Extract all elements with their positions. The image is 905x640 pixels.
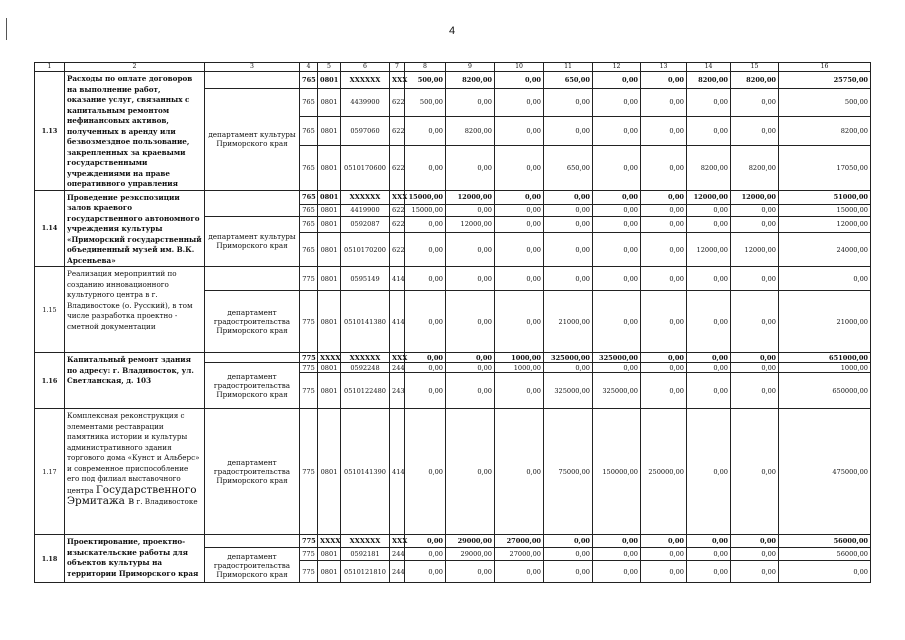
table-cell: 0,00 [405, 363, 446, 373]
table-cell: 0801 [318, 267, 341, 291]
table-cell: 0,00 [495, 89, 544, 117]
item-number: 1.15 [35, 267, 65, 353]
table-cell: 0,00 [495, 373, 544, 409]
table-cell: 0,00 [405, 267, 446, 291]
table-cell: 0,00 [544, 204, 593, 216]
table-cell: 0,00 [687, 204, 731, 216]
table-cell: 765 [300, 145, 318, 190]
table-cell: 0801 [318, 548, 341, 561]
table-cell: 0,00 [641, 216, 687, 233]
table-cell: 0,00 [687, 116, 731, 145]
table-cell: 414 [390, 291, 405, 353]
table-cell: 0,00 [641, 204, 687, 216]
table-cell: 0,00 [593, 216, 641, 233]
table-cell: 775 [300, 363, 318, 373]
table-cell: 8200,00 [731, 145, 779, 190]
table-cell: 0801 [318, 409, 341, 535]
table-cell: 775 [300, 291, 318, 353]
table-cell: 0,00 [641, 548, 687, 561]
table-cell: 325000,00 [544, 353, 593, 363]
table-cell: 0801 [318, 561, 341, 583]
table-cell: 0,00 [495, 116, 544, 145]
table-cell: 0,00 [687, 373, 731, 409]
table-cell: 0,00 [593, 535, 641, 548]
table-cell: 0,00 [641, 373, 687, 409]
header-cell: 12 [593, 63, 641, 72]
department-empty [205, 190, 300, 216]
table-cell: 0510170200 [341, 233, 390, 267]
table-cell: 325000,00 [593, 353, 641, 363]
table-cell: 8200,00 [446, 72, 495, 89]
table-cell: 56000,00 [779, 535, 871, 548]
table-cell: 0,00 [544, 363, 593, 373]
table-cell: 12000,00 [779, 216, 871, 233]
table-cell: 775 [300, 561, 318, 583]
table-cell: XXXXXX [341, 535, 390, 548]
table-cell: 0,00 [593, 291, 641, 353]
table-cell: 244 [390, 548, 405, 561]
table-cell: 775 [300, 267, 318, 291]
table-cell: 0,00 [593, 233, 641, 267]
table-cell: 0801 [318, 233, 341, 267]
table-cell: 0801 [318, 373, 341, 409]
table-cell: 0,00 [544, 116, 593, 145]
table-cell: 0,00 [731, 363, 779, 373]
table-cell: 622 [390, 145, 405, 190]
page-number: 4 [449, 25, 456, 37]
table-cell: 0,00 [731, 216, 779, 233]
table-cell: 775 [300, 353, 318, 363]
table-cell: 0,00 [544, 535, 593, 548]
table-cell: 775 [300, 373, 318, 409]
table-cell: 0510141380 [341, 291, 390, 353]
table-cell: 250000,00 [641, 409, 687, 535]
table-cell: 150000,00 [593, 409, 641, 535]
department: департамент градостроительства Приморского края [205, 363, 300, 409]
table-cell: 765 [300, 89, 318, 117]
department: департамент градостроительства Приморского края [205, 548, 300, 583]
table-cell: 500,00 [405, 89, 446, 117]
table-cell: 0,00 [405, 548, 446, 561]
table-cell: 325000,00 [593, 373, 641, 409]
table-cell: 0510122480 [341, 373, 390, 409]
table-cell: 0,00 [641, 291, 687, 353]
table-cell: 0,00 [593, 548, 641, 561]
table-cell: 0801 [318, 72, 341, 89]
table-cell: 0,00 [495, 409, 544, 535]
table-cell: 0801 [318, 190, 341, 204]
table-cell: 0,00 [495, 190, 544, 204]
table-cell: 0801 [318, 291, 341, 353]
item-description [65, 409, 205, 535]
item-description: Реализация мероприятий по созданию инновационного культурного центра в г. Владивостоке (о. Русский), в том числе разработка проектно - сметной документации [65, 267, 205, 353]
table-cell: 0,00 [405, 116, 446, 145]
header-row [35, 63, 871, 72]
table-cell: 0592248 [341, 363, 390, 373]
budget-table [34, 62, 871, 583]
table-cell: 8200,00 [779, 116, 871, 145]
table-cell: 29000,00 [446, 548, 495, 561]
table-cell: 0,00 [593, 145, 641, 190]
table-cell: 0,00 [687, 535, 731, 548]
table-cell: 0,00 [544, 190, 593, 204]
table-cell: 0,00 [405, 353, 446, 363]
table-cell: 622 [390, 116, 405, 145]
table-cell: 8200,00 [731, 72, 779, 89]
table-cell: 775 [300, 409, 318, 535]
table-cell: XXXXXX [341, 72, 390, 89]
table-cell: 0,00 [593, 267, 641, 291]
header-cell: 3 [205, 63, 300, 72]
description-fragment: Комплексная реконструкция с элементами реставрации памятника истории и культуры административного здания торгового дома «Кунст и Альберс» и современное приспособление его под филиал выставочного центра [67, 411, 200, 495]
item-number: 1.17 [35, 409, 65, 535]
table-cell: 29000,00 [446, 535, 495, 548]
table-cell: 0,00 [446, 373, 495, 409]
table-cell: XXX [390, 72, 405, 89]
table-cell: XXX [390, 535, 405, 548]
table-cell: 243 [390, 373, 405, 409]
header-cell: 13 [641, 63, 687, 72]
table-cell: 0,00 [641, 145, 687, 190]
table-cell: 27000,00 [495, 535, 544, 548]
table-cell: 622 [390, 216, 405, 233]
table-cell: 21000,00 [779, 291, 871, 353]
table-cell: 56000,00 [779, 548, 871, 561]
table-cell: 0,00 [641, 89, 687, 117]
total-row [35, 72, 871, 89]
table-cell: 0,00 [544, 548, 593, 561]
item-description: Проведение реэкспозиции залов краевого государственного автономного учреждения культуры «Приморский государственный объединенный музей им. В.К. Арсеньева» [65, 190, 205, 267]
table-cell: 622 [390, 233, 405, 267]
table-cell: 765 [300, 204, 318, 216]
header-cell: 7 [390, 63, 405, 72]
table-cell: 0,00 [641, 561, 687, 583]
total-row [35, 190, 871, 204]
table-cell: 244 [390, 561, 405, 583]
header-cell: 10 [495, 63, 544, 72]
table-cell: 775 [300, 548, 318, 561]
total-row [35, 535, 871, 548]
table-cell: 0,00 [446, 291, 495, 353]
header-cell: 4 [300, 63, 318, 72]
table-cell: 24000,00 [779, 233, 871, 267]
table-cell: 0,00 [446, 89, 495, 117]
table-cell: 8200,00 [687, 145, 731, 190]
table-cell: XXX [390, 190, 405, 204]
table-cell: 1000,00 [495, 353, 544, 363]
header-cell: 1 [35, 63, 65, 72]
table-cell: 0801 [318, 216, 341, 233]
table-cell: 500,00 [405, 72, 446, 89]
department-empty [205, 267, 300, 291]
table-cell: 0,00 [687, 216, 731, 233]
table-cell: 414 [390, 267, 405, 291]
header-cell: 9 [446, 63, 495, 72]
table-cell: 0,00 [687, 363, 731, 373]
table-cell: 0801 [318, 204, 341, 216]
table-cell: 15000,00 [405, 204, 446, 216]
table-cell: 0,00 [405, 409, 446, 535]
table-cell: 0,00 [593, 116, 641, 145]
table-cell: 0,00 [731, 116, 779, 145]
table-cell: 0,00 [731, 561, 779, 583]
table-cell: 0,00 [446, 409, 495, 535]
table-cell: 15000,00 [779, 204, 871, 216]
table-cell: 12000,00 [446, 216, 495, 233]
table-cell: 244 [390, 363, 405, 373]
table-cell: 0,00 [593, 89, 641, 117]
table-cell: 0510121810 [341, 561, 390, 583]
department: департамент культуры Приморского края [205, 89, 300, 191]
table-cell: 4419900 [341, 204, 390, 216]
table-cell: 0,00 [687, 267, 731, 291]
table-cell: 0592087 [341, 216, 390, 233]
table-cell: 0,00 [544, 216, 593, 233]
table-cell: 0,00 [687, 291, 731, 353]
table-cell: 1000,00 [779, 363, 871, 373]
table-cell: 0,00 [544, 267, 593, 291]
table-cell: 0,00 [495, 267, 544, 291]
table-cell: 650,00 [544, 72, 593, 89]
table-cell: 775 [300, 535, 318, 548]
table-cell: 622 [390, 89, 405, 117]
table-cell: 4439900 [341, 89, 390, 117]
table-cell: 765 [300, 190, 318, 204]
table-cell: 0,00 [446, 353, 495, 363]
table-cell: 0595149 [341, 267, 390, 291]
table-cell: 0801 [318, 363, 341, 373]
total-row [35, 353, 871, 363]
table-cell: 0,00 [779, 267, 871, 291]
table-cell: 765 [300, 233, 318, 267]
table-cell: 0,00 [495, 145, 544, 190]
description-fragment: г. Владивостоке [134, 497, 198, 506]
table-cell: 0,00 [544, 89, 593, 117]
header-cell: 14 [687, 63, 731, 72]
table-cell: 0,00 [446, 204, 495, 216]
table-cell: 0801 [318, 116, 341, 145]
table-cell: 21000,00 [544, 291, 593, 353]
header-cell: 15 [731, 63, 779, 72]
table-cell: 0,00 [405, 216, 446, 233]
table-cell: XXXXXX [341, 190, 390, 204]
department-empty [205, 72, 300, 89]
item-description: Проектирование, проектно-изыскательские работы для объектов культуры на территории Приморского края [65, 535, 205, 583]
table-cell: 0,00 [405, 373, 446, 409]
header-cell: 5 [318, 63, 341, 72]
item-description: Капитальный ремонт здания по адресу: г. Владивосток, ул. Светланская, д. 103 [65, 353, 205, 409]
table-cell: 651000,00 [779, 353, 871, 363]
table-cell: 0,00 [641, 233, 687, 267]
header-cell: 8 [405, 63, 446, 72]
table-cell: 765 [300, 72, 318, 89]
table-cell: 8200,00 [687, 72, 731, 89]
description-fragment: Государственного Эрмитажа в [67, 483, 197, 507]
table-cell: 0,00 [446, 145, 495, 190]
table-cell: 0,00 [641, 353, 687, 363]
table-cell: 0,00 [731, 89, 779, 117]
table-row [35, 409, 871, 535]
table-cell: 765 [300, 116, 318, 145]
table-cell: 0,00 [405, 145, 446, 190]
table-cell: 475000,00 [779, 409, 871, 535]
table-cell: 0,00 [687, 561, 731, 583]
table-cell: 12000,00 [446, 190, 495, 204]
table-cell: 500,00 [779, 89, 871, 117]
table-cell: 0,00 [641, 72, 687, 89]
table-cell: 0,00 [405, 561, 446, 583]
table-cell: 15000,00 [405, 190, 446, 204]
table-cell: 0510170600 [341, 145, 390, 190]
table-cell: 0,00 [731, 373, 779, 409]
table-cell: 0,00 [495, 216, 544, 233]
header-cell: 16 [779, 63, 871, 72]
header-cell: 6 [341, 63, 390, 72]
table-cell: 0592181 [341, 548, 390, 561]
table-cell: 0,00 [495, 561, 544, 583]
table-cell: 12000,00 [731, 190, 779, 204]
table-cell: 0,00 [641, 363, 687, 373]
table-cell: 650000,00 [779, 373, 871, 409]
table-cell: 27000,00 [495, 548, 544, 561]
table-cell: 0,00 [641, 116, 687, 145]
header-cell: 2 [65, 63, 205, 72]
item-number: 1.14 [35, 190, 65, 267]
table-cell: 0,00 [731, 548, 779, 561]
table-cell: 0,00 [593, 363, 641, 373]
table-cell: 0,00 [446, 561, 495, 583]
table-cell: 0510141390 [341, 409, 390, 535]
table-cell: 0,00 [446, 363, 495, 373]
table-cell: 0,00 [495, 291, 544, 353]
table-cell: 0,00 [544, 561, 593, 583]
table-cell: 0597060 [341, 116, 390, 145]
table-cell: 0,00 [446, 233, 495, 267]
department-empty [205, 535, 300, 548]
table-cell: 25750,00 [779, 72, 871, 89]
header-cell: 11 [544, 63, 593, 72]
table-cell: 650,00 [544, 145, 593, 190]
table-cell: 0,00 [593, 72, 641, 89]
table-cell: XXXX [318, 353, 341, 363]
table-cell: 0,00 [544, 233, 593, 267]
table-cell: 17050,00 [779, 145, 871, 190]
department-empty [205, 353, 300, 363]
table-cell: 0,00 [593, 190, 641, 204]
table-cell: 0,00 [731, 267, 779, 291]
table-cell: 0,00 [779, 561, 871, 583]
table-cell: 12000,00 [731, 233, 779, 267]
table-cell: 0,00 [495, 233, 544, 267]
table-cell: 0,00 [687, 409, 731, 535]
table-cell: 0,00 [687, 89, 731, 117]
item-number: 1.18 [35, 535, 65, 583]
table-cell: 0,00 [641, 535, 687, 548]
item-description: Расходы по оплате договоров на выполнение работ, оказание услуг, связанных с капитальным ремонтом нефинансовых активов, полученных в аренду или безвозмездное пользование, закрепленных за краевыми государственными учреждениями на праве оперативного управления [65, 72, 205, 191]
table-cell: 0,00 [687, 548, 731, 561]
table-cell: 765 [300, 216, 318, 233]
table-cell: 0,00 [731, 353, 779, 363]
table-cell: XXX [390, 353, 405, 363]
table-cell: 622 [390, 204, 405, 216]
table-cell: 0,00 [405, 233, 446, 267]
table-cell: 0,00 [593, 204, 641, 216]
table-cell: 0,00 [641, 267, 687, 291]
department: департамент градостроительства Приморского края [205, 409, 300, 535]
table-cell: 0,00 [641, 190, 687, 204]
table-cell: 0,00 [687, 353, 731, 363]
table-cell: 8200,00 [446, 116, 495, 145]
table-cell: 12000,00 [687, 190, 731, 204]
department: департамент культуры Приморского края [205, 216, 300, 267]
table-cell: 0,00 [731, 535, 779, 548]
table-cell: 0,00 [731, 291, 779, 353]
table-cell: 0,00 [731, 409, 779, 535]
scan-edge-mark [6, 18, 7, 40]
table-cell: XXXXXX [341, 353, 390, 363]
table-cell: 0801 [318, 89, 341, 117]
table-cell: 414 [390, 409, 405, 535]
table-cell: 1000,00 [495, 363, 544, 373]
table-cell: 0,00 [495, 72, 544, 89]
department: департамент градостроительства Приморского края [205, 291, 300, 353]
table-cell: 0,00 [593, 561, 641, 583]
table-cell: 0,00 [446, 267, 495, 291]
table-cell: 325000,00 [544, 373, 593, 409]
item-number: 1.13 [35, 72, 65, 191]
table-cell: 0,00 [495, 204, 544, 216]
table-cell: XXXX [318, 535, 341, 548]
table-cell: 0,00 [405, 535, 446, 548]
table-row [35, 267, 871, 291]
table-cell: 0,00 [731, 204, 779, 216]
table-cell: 0801 [318, 145, 341, 190]
table-cell: 12000,00 [687, 233, 731, 267]
table-cell: 75000,00 [544, 409, 593, 535]
table-cell: 51000,00 [779, 190, 871, 204]
table-cell: 0,00 [405, 291, 446, 353]
item-number: 1.16 [35, 353, 65, 409]
